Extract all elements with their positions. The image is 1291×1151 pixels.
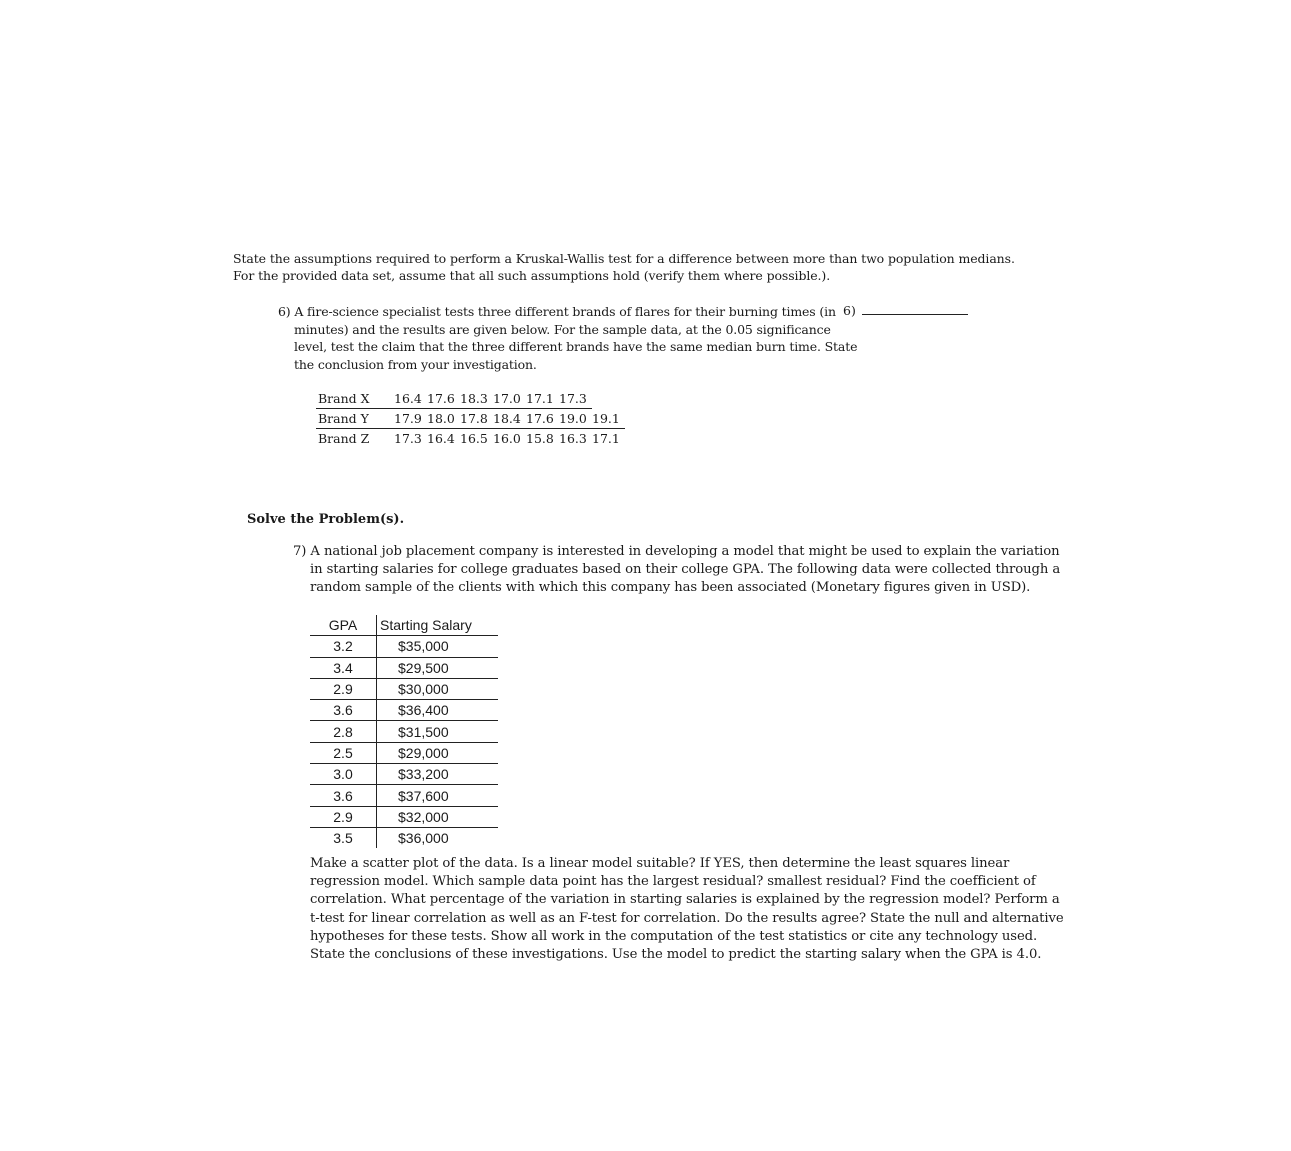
gpa-cell: 3.6: [310, 700, 377, 721]
gpa-cell: 3.2: [310, 636, 377, 657]
question-7-text: [293, 543, 1060, 597]
section-heading: Solve the Problem(s).: [247, 512, 405, 527]
burn-time: 17.0: [493, 389, 526, 409]
brand-name: Brand Y: [316, 409, 394, 429]
salary-cell: $31,500: [377, 721, 499, 742]
instruction-line: regression model. Which sample data point has the largest residual? smallest residual? Find the coefficient of: [310, 874, 1036, 890]
question-6-text: [278, 303, 857, 373]
q6-line: the conclusion from your investigation.: [294, 356, 537, 372]
table-row: [310, 678, 498, 699]
table-row: [310, 764, 498, 785]
burn-time: 15.8: [526, 431, 554, 446]
table-row: [310, 785, 498, 806]
table-row: [310, 742, 498, 763]
gpa-cell: 2.9: [310, 678, 377, 699]
brand-name: Brand X: [316, 389, 394, 409]
instruction-line: correlation. What percentage of the variation in starting salaries is explained by the regression model? Perform a: [310, 892, 1060, 908]
burn-time: 17.6: [427, 389, 460, 409]
salary-cell: $29,000: [377, 742, 499, 763]
burn-time: 17.3: [394, 431, 422, 446]
gpa-salary-table: [310, 615, 498, 848]
q6-line: level, test the claim that the three different brands have the same median burn time. State: [294, 339, 858, 354]
q6-answer-blank: [843, 303, 968, 318]
column-header-gpa: GPA: [310, 615, 377, 636]
q7-instructions: [310, 855, 1064, 964]
table-row: [310, 636, 498, 657]
q7-line: 7) A national job placement company is interested in developing a model that might be used to explain the variation: [293, 544, 1060, 559]
instruction-line: hypotheses for these tests. Show all work in the computation of the test statistics or cite any technology used.: [310, 928, 1038, 944]
gpa-cell: 3.0: [310, 764, 377, 785]
instruction-line: t-test for linear correlation as well as an F-test for correlation. Do the results agree? State the null and alternative: [310, 910, 1064, 926]
gpa-cell: 2.8: [310, 721, 377, 742]
intro-line: For the provided data set, assume that all such assumptions hold (verify them where possible.).: [233, 268, 831, 283]
intro-paragraph: [233, 250, 1015, 284]
instruction-line: Make a scatter plot of the data. Is a linear model suitable? If YES, then determine the least squares linear: [310, 856, 1010, 871]
salary-cell: $36,400: [377, 700, 499, 721]
burn-time: 17.9: [394, 409, 427, 429]
burn-time: 16.0: [493, 431, 521, 446]
burn-time: 16.4: [427, 431, 455, 446]
q6-line: minutes) and the results are given below. For the sample data, at the 0.05 significance: [294, 321, 831, 337]
q7-line: random sample of the clients with which this company has been associated (Monetary figures given in USD).: [310, 580, 1031, 595]
brand-name: Brand Z: [318, 431, 370, 446]
table-row: [316, 429, 625, 449]
column-header-salary: Starting Salary: [377, 615, 499, 636]
gpa-cell: 3.6: [310, 785, 377, 806]
table-row: [310, 721, 498, 742]
salary-cell: $29,500: [377, 657, 499, 678]
burn-time: 16.5: [460, 431, 488, 446]
burn-time: 17.6: [526, 409, 559, 429]
salary-cell: $36,000: [398, 830, 449, 847]
burn-time: 19.1: [592, 409, 625, 429]
burn-time: 19.0: [559, 409, 592, 429]
q6-line: 6) A fire-science specialist tests three different brands of flares for their burning times (in: [278, 304, 836, 319]
burn-time: 18.4: [493, 409, 526, 429]
salary-cell: $30,000: [377, 678, 499, 699]
brand-burn-times-table: [316, 389, 625, 448]
empty-cell: [592, 389, 625, 409]
answer-line: [862, 304, 968, 315]
burn-time: 16.3: [559, 431, 587, 446]
burn-time: 17.1: [592, 431, 620, 446]
salary-cell: $35,000: [377, 636, 499, 657]
gpa-cell: 2.9: [310, 806, 377, 827]
instruction-line: State the conclusions of these investigations. Use the model to predict the starting salary when the GPA is 4.0.: [310, 947, 1042, 963]
table-row: [316, 389, 625, 409]
burn-time: 16.4: [394, 389, 427, 409]
q6-answer-label: 6): [843, 303, 856, 318]
table-header-row: [310, 615, 498, 636]
table-row: [310, 827, 498, 848]
burn-time: 18.3: [460, 389, 493, 409]
burn-time: 18.0: [427, 409, 460, 429]
table-row: [316, 409, 625, 429]
gpa-cell: 2.5: [310, 742, 377, 763]
table-row: [310, 806, 498, 827]
gpa-cell: 3.5: [310, 827, 377, 848]
salary-cell: $37,600: [377, 785, 499, 806]
burn-time: 17.8: [460, 409, 493, 429]
burn-time: 17.1: [526, 389, 559, 409]
table-row: [310, 700, 498, 721]
intro-line: State the assumptions required to perform a Kruskal-Wallis test for a difference between more than two population medians.: [233, 251, 1015, 266]
salary-cell: $32,000: [377, 806, 499, 827]
table-row: [310, 657, 498, 678]
q7-line: in starting salaries for college graduates based on their college GPA. The following data were collected through a: [310, 562, 1061, 577]
salary-cell: $33,200: [377, 764, 499, 785]
gpa-cell: 3.4: [310, 657, 377, 678]
burn-time: 17.3: [559, 389, 592, 409]
